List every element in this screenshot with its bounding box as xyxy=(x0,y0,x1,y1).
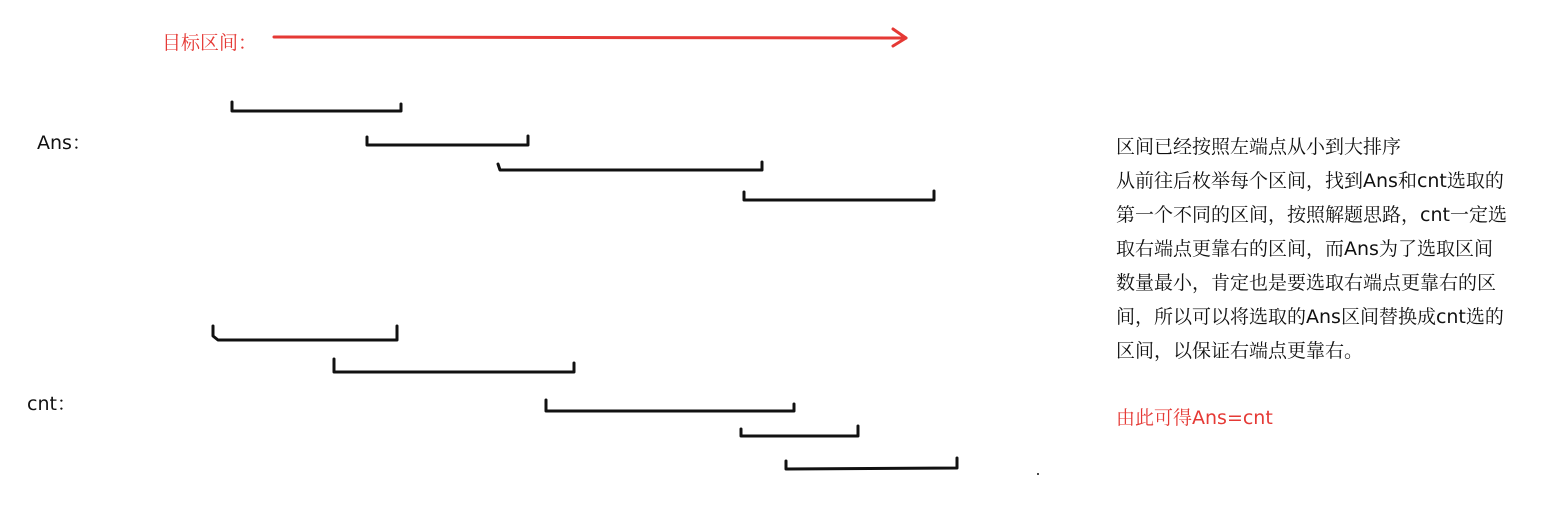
explanation-line: 间，所以可以将选取的Ans区间替换成cnt选的 xyxy=(1116,306,1504,328)
target-interval-label: 目标区间： xyxy=(162,32,258,54)
ans-interval xyxy=(232,102,401,111)
explanation-line: 从前往后枚举每个区间，找到Ans和cnt选取的 xyxy=(1116,170,1504,192)
ans-interval xyxy=(367,136,528,145)
ans-interval xyxy=(744,191,934,200)
ans-intervals xyxy=(232,102,934,200)
cnt-interval xyxy=(741,426,858,436)
cnt-interval xyxy=(786,458,957,469)
target-interval-arrow xyxy=(274,29,906,46)
cnt-label: cnt： xyxy=(27,393,76,415)
stray-dot xyxy=(1037,473,1039,475)
cnt-intervals xyxy=(213,326,957,469)
explanation-line: 取右端点更靠右的区间，而Ans为了选取区间 xyxy=(1116,238,1493,260)
target-arrow-shaft xyxy=(274,37,906,38)
cnt-interval xyxy=(334,359,574,372)
explanation-line: 第一个不同的区间，按照解题思路，cnt一定选 xyxy=(1116,204,1507,226)
explanation-line: 区间已经按照左端点从小到大排序 xyxy=(1116,136,1402,158)
ans-interval xyxy=(498,162,762,170)
explanation-line: 数量最小，肯定也是要选取右端点更靠右的区 xyxy=(1116,272,1497,294)
conclusion-text: 由此可得Ans=cnt xyxy=(1116,407,1273,429)
cnt-interval xyxy=(546,400,794,411)
ans-label: Ans： xyxy=(37,132,91,154)
explanation-text xyxy=(1116,130,1536,368)
explanation-line: 区间，以保证右端点更靠右。 xyxy=(1116,340,1364,362)
cnt-interval xyxy=(213,326,397,340)
